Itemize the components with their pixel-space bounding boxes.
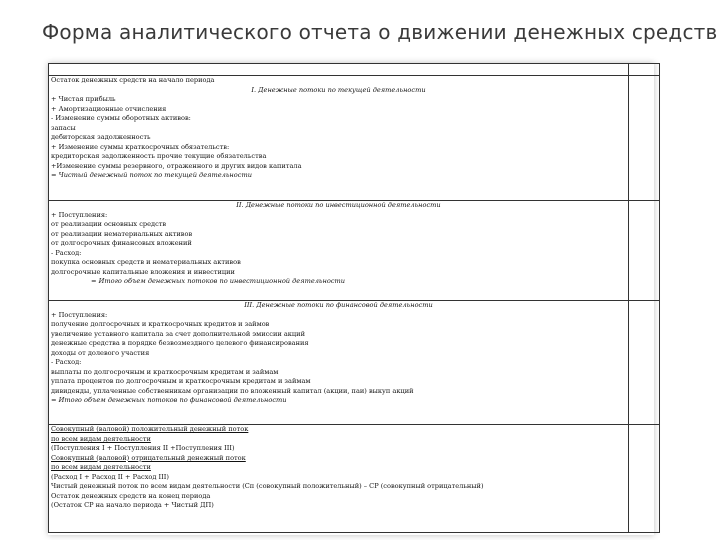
report-line: получение долгосрочных и краткосрочных кредитов и займов [51, 320, 270, 328]
total-line: = Итого объем денежных потоков по инвестиционной деятельности [91, 277, 346, 285]
section-heading: I. Денежные потоки по текущей деятельности [251, 85, 426, 94]
report-line: дебиторская задолженность [51, 133, 151, 141]
report-line: + Изменение суммы краткосрочных обязательств: [51, 142, 230, 151]
report-line: дивиденды, уплаченные собственникам организации по вложенный капитал (акции, паи) выкуп акций [51, 386, 414, 395]
report-line: от долгосрочных финансовых вложений [51, 239, 192, 247]
investing-activities-cell [49, 201, 629, 301]
section-heading: II. Денежные потоки по инвестиционной деятельности [236, 201, 441, 209]
report-line: доходы от долевого участия [51, 348, 150, 357]
report-line: (Поступления I + Поступления II +Поступления III) [51, 444, 235, 452]
report-line: покупка основных средств и нематериальных активов [51, 258, 241, 266]
report-line: уплата процентов по долгосрочным и краткосрочным кредитам и займам [51, 377, 311, 385]
report-line: по всем видам деятельности [51, 434, 151, 443]
table-row [49, 301, 660, 425]
report-line: от реализации нематериальных активов [51, 229, 193, 238]
value-cell [629, 76, 660, 201]
report-line: денежные средства в порядке безвозмездного целевого финансирования [51, 339, 309, 347]
report-line: + Амортизационные отчисления [51, 104, 167, 113]
report-line: - Расход: [51, 358, 82, 366]
empty-header-cell [49, 64, 629, 76]
report-line: Чистый денежный поток по всем видам деятельности (Сп (совокупный положительный) – СР (совокупный отрицательный) [51, 482, 484, 490]
financing-activities-cell [49, 301, 629, 425]
report-line: долгосрочные капитальные вложения и инвестиции [51, 267, 235, 276]
report-line: выплаты по долгосрочным и краткосрочным кредитам и займам [51, 367, 279, 376]
section-heading: III. Денежные потоки по финансовой деятельности [244, 301, 433, 309]
report-line: кредиторская задолженность прочие текущие обязательства [51, 152, 267, 160]
slide-title: Форма аналитического отчета о движении денежных средств [42, 20, 718, 44]
opening-balance-line: Остаток денежных средств на начало периода [51, 76, 215, 84]
table-row [49, 425, 660, 533]
report-line: Остаток денежных средств на конец периода [51, 491, 211, 500]
report-line: (Остаток СР на начало периода + Чистый ДП) [51, 501, 214, 509]
summary-cell [49, 425, 629, 533]
report-line: + Поступления: [51, 310, 108, 319]
report-line: - Расход: [51, 248, 82, 257]
report-line: по всем видам деятельности [51, 463, 151, 471]
report-line: Совокупный (валовой) отрицательный денежный поток [51, 453, 246, 462]
value-cell [629, 301, 660, 425]
report-table [48, 63, 660, 533]
report-form [48, 63, 654, 535]
report-line: +Изменение суммы резервного, отраженного и других видов капитала [51, 161, 302, 170]
report-line: + Чистая прибыль [51, 95, 116, 103]
total-line: = Итого объем денежных потоков по финансовой деятельности [51, 396, 287, 404]
table-row [49, 76, 660, 201]
report-line: - Изменение суммы оборотных активов: [51, 114, 191, 122]
empty-header-cell [629, 64, 660, 76]
report-line: запасы [51, 123, 76, 132]
operating-activities-cell [49, 76, 629, 201]
report-line: + Поступления: [51, 210, 108, 219]
table-row [49, 201, 660, 301]
report-line: от реализации основных средств [51, 220, 167, 228]
report-line: Совокупный (валовой) положительный денежный поток [51, 425, 249, 433]
report-line: увеличение уставного капитала за счет дополнительной эмиссии акций [51, 329, 305, 338]
total-line: = Чистый денежный поток по текущей деятельности [51, 171, 252, 179]
table-header-row [49, 64, 660, 76]
value-cell [629, 425, 660, 533]
report-line: (Расход I + Расход II + Расход III) [51, 472, 169, 481]
value-cell [629, 201, 660, 301]
